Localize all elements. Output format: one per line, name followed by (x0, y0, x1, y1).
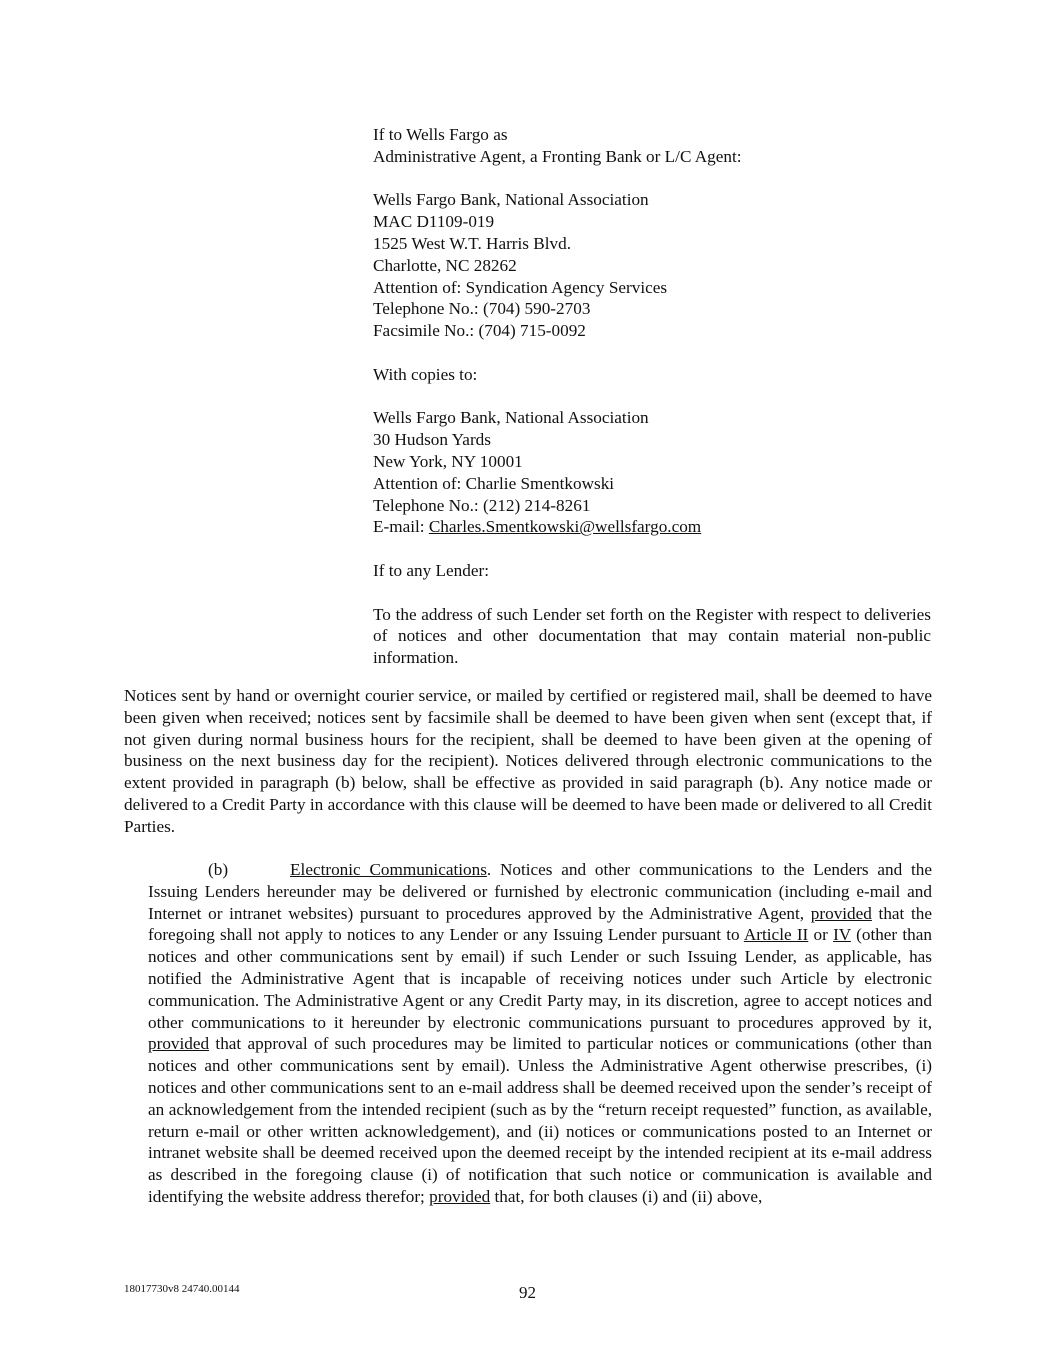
notices-paragraph: Notices sent by hand or overnight courier service, or mailed by certified or registered mail, shall be deemed to have been given when received; notices sent by facsimile shall be deemed to have been given when sent (except that, if not given during normal business hours for the recipient, shall be deemed to have been given at the opening of business on the next business day for the recipient). Notices delivered through electronic communications to the extent provided in paragraph (b) below, shall be effective as provided in said paragraph (b). Any notice made or delivered to a Credit Party in accordance with this clause will be deemed to have been made or delivered to all Credit Parties. (124, 686, 932, 836)
primary-street-address: 1525 West W.T. Harris Blvd. (373, 233, 572, 253)
wells-fargo-notice-block (373, 124, 933, 669)
section-b-text-2: that the foregoing shall not apply to notices to any Lender or any Issuing Lender pursuant to (148, 903, 932, 945)
copy-street-address: 30 Hudson Yards (373, 430, 491, 450)
primary-bank-name: Wells Fargo Bank, National Association (373, 190, 649, 210)
provided-term-2: provided (148, 1034, 210, 1054)
section-b-text-3: (other than notices and other communications sent by email) if such Lender or such Issuing Lender, as applicable, has notified the Administrative Agent that is incapable of receiving notices under such Article by electronic communication. The Administrative Agent or any Credit Party may, in its discretion, agree to accept notices and other communications to it hereunder by electronic communications pursuant to procedures approved by it, (148, 925, 932, 1032)
copy-attention: Attention of: Charlie Smentkowski (373, 473, 615, 493)
primary-attention: Attention of: Syndication Agency Services (373, 277, 668, 297)
lender-heading: If to any Lender: (373, 560, 489, 580)
primary-city-state-zip: Charlotte, NC 28262 (373, 255, 517, 275)
lender-address-text: To the address of such Lender set forth on the Register with respect to deliveries of notices and other documentation that may contain material non-public information. (373, 604, 931, 668)
section-b-label: (b) (208, 860, 229, 879)
section-b-text-5: that, for both clauses (i) and (ii) above, (490, 1186, 763, 1206)
article-ii-link[interactable]: Article II (743, 925, 809, 945)
copy-city-state-zip: New York, NY 10001 (373, 451, 523, 471)
copy-email-link[interactable]: Charles.Smentkowski@wellsfargo.com (428, 517, 702, 537)
wells-fargo-heading-line2: Administrative Agent, a Fronting Bank or L/C Agent: (373, 146, 742, 166)
primary-mac-code: MAC D1109-019 (373, 212, 495, 232)
footer-document-id: 18017730v8 24740.00144 (124, 1283, 240, 1295)
section-b-paragraph (148, 859, 932, 1208)
section-b-or: or (808, 925, 834, 945)
copy-email-line (373, 516, 933, 538)
section-b-title: Electronic Communications (290, 860, 487, 879)
section-b-text-4: that approval of such procedures may be limited to particular notices or communications (other than notices and other communications sent by email). Unless the Administrative Agent otherwise prescribes, (i) notices and other communications sent to an e-mail address shall be deemed received upon the sender’s receipt of an acknowledgement from the intended recipient (such as by the “return receipt requested” function, as available, return e-mail or other written acknowledgement), and (ii) notices or communications posted to an Internet or intranet website shall be deemed received upon the deemed receipt by the intended recipient at its e-mail address as described in the foregoing clause (i) of notification that such notice or communication is available and identifying the website address therefor; (148, 1034, 932, 1206)
copy-email-label: E-mail: (373, 517, 429, 537)
primary-telephone: Telephone No.: (704) 590-2703 (373, 299, 591, 319)
provided-term-1: provided (810, 903, 872, 923)
provided-term-3: provided (429, 1186, 491, 1206)
article-iv-link[interactable]: IV (833, 925, 851, 945)
section-b-text-1: . Notices and other communications to the Lenders and the Issuing Lenders hereunder may be delivered or furnished by electronic communication (including e-mail and Internet or intranet websites) pursuant to procedures approved by the Administrative Agent, (148, 860, 932, 923)
primary-facsimile: Facsimile No.: (704) 715-0092 (373, 321, 586, 341)
wells-fargo-heading-line1: If to Wells Fargo as (373, 125, 508, 144)
copy-bank-name: Wells Fargo Bank, National Association (373, 408, 649, 428)
copy-telephone: Telephone No.: (212) 214-8261 (373, 495, 591, 515)
page-number: 92 (519, 1283, 536, 1302)
copies-heading: With copies to: (373, 364, 478, 384)
